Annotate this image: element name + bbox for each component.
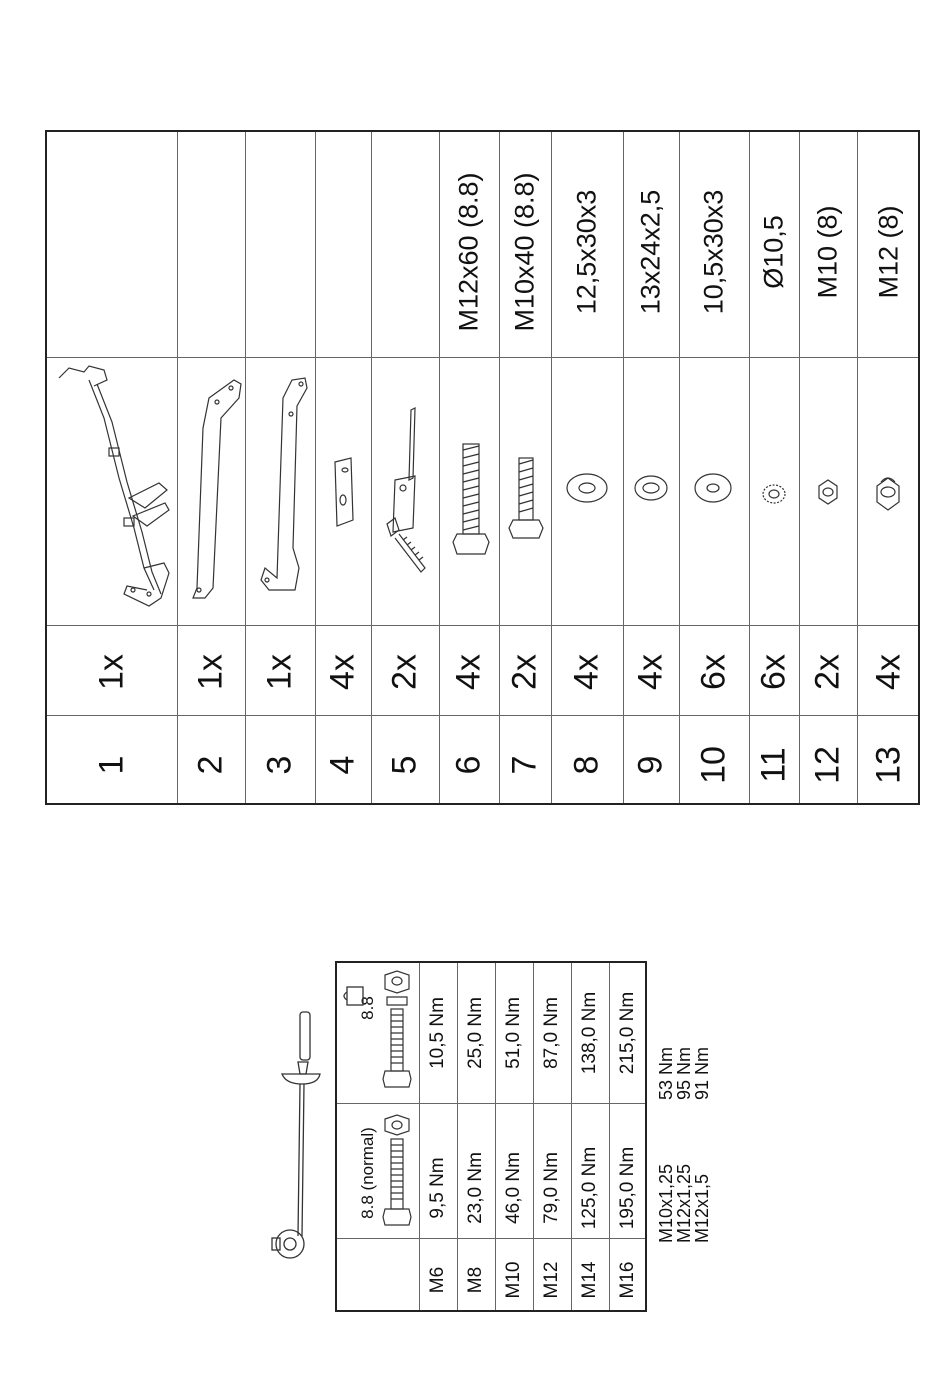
thread-size: M6 — [427, 1266, 448, 1294]
long-strut-icon — [179, 358, 243, 624]
plate-icon — [317, 358, 369, 624]
torque-row-m6 — [419, 963, 457, 1310]
washer-icon — [553, 358, 621, 624]
torque-locking: 87,0 Nm — [541, 997, 562, 1069]
torque-header-column — [337, 963, 419, 1310]
part-quantity: 1x — [260, 654, 299, 690]
bolt-icon — [441, 358, 497, 624]
part-number: 7 — [505, 755, 544, 775]
part-quantity: 6x — [754, 654, 793, 690]
part-specification: M10x40 (8.8) — [509, 172, 540, 332]
part-number: 8 — [567, 755, 606, 775]
part-specification: M10 (8) — [812, 205, 843, 299]
part-specification: 13x24x2,5 — [635, 189, 666, 315]
torque-locking: 25,0 Nm — [465, 997, 486, 1069]
lock-washer-icon — [751, 358, 797, 624]
part-quantity: 2x — [505, 654, 544, 690]
bracket-frame-icon — [49, 358, 175, 624]
part-quantity: 2x — [808, 654, 847, 690]
part-row-9 — [623, 132, 679, 803]
part-number: 13 — [869, 746, 907, 784]
torque-row-m8 — [457, 963, 495, 1310]
thread-size: M10 — [503, 1261, 524, 1299]
torque-locking: 10,5 Nm — [427, 997, 448, 1069]
part-number: 9 — [631, 755, 670, 775]
header-8-8-locking: 8.8 — [358, 996, 378, 1020]
part-row-12 — [799, 132, 857, 803]
torque-row-m14 — [571, 963, 609, 1310]
torque-wrench-icon — [262, 1008, 338, 1263]
part-specification: 12,5x30x3 — [571, 189, 602, 315]
part-number: 4 — [323, 755, 362, 775]
torque-locking: 215,0 Nm — [617, 991, 638, 1075]
part-row-10 — [679, 132, 749, 803]
strut-icon — [247, 358, 313, 624]
bolt-with-nut-icon — [379, 1113, 415, 1228]
part-quantity: 6x — [694, 654, 733, 690]
part-row-7 — [499, 132, 551, 803]
bolt-icon — [501, 358, 549, 624]
fine-pitch-thread: M10x1,25 — [656, 1163, 676, 1243]
thread-size: M14 — [579, 1261, 600, 1299]
torque-normal: 79,0 Nm — [541, 1152, 562, 1224]
part-number: 3 — [260, 755, 299, 775]
part-specification: 10,5x30x3 — [698, 189, 729, 315]
part-specification: Ø10,5 — [758, 215, 789, 289]
part-quantity: 1x — [191, 654, 230, 690]
part-row-4 — [315, 132, 371, 803]
torque-normal: 125,0 Nm — [579, 1146, 600, 1230]
fine-pitch-torque: 53 Nm — [656, 1046, 676, 1100]
part-quantity: 1x — [92, 654, 131, 690]
washer-icon — [681, 358, 747, 624]
part-number: 10 — [694, 746, 733, 784]
torque-normal: 23,0 Nm — [465, 1152, 486, 1224]
part-specification: M12x60 (8.8) — [453, 172, 484, 332]
torque-table — [335, 961, 647, 1312]
part-number: 5 — [385, 755, 424, 775]
header-8-8-normal: 8.8 (normal) — [358, 1127, 378, 1219]
bolt-with-lock-nut-icon — [379, 969, 415, 1094]
nut-icon — [801, 358, 855, 624]
part-number: 6 — [449, 755, 488, 775]
thread-size: M8 — [465, 1266, 486, 1294]
torque-row-m12 — [533, 963, 571, 1310]
tab-bolt-icon — [373, 358, 437, 624]
torque-normal: 9,5 Nm — [427, 1157, 448, 1219]
torque-row-m16 — [609, 963, 647, 1310]
part-row-11 — [749, 132, 799, 803]
part-row-8 — [551, 132, 623, 803]
part-row-5 — [371, 132, 439, 803]
fine-pitch-torque: 91 Nm — [692, 1046, 712, 1100]
torque-row-m10 — [495, 963, 533, 1310]
part-quantity: 4x — [869, 654, 907, 690]
thread-size: M16 — [617, 1261, 638, 1299]
padlock-icon — [343, 983, 367, 1009]
part-row-13 — [857, 132, 920, 803]
part-row-3 — [245, 132, 315, 803]
fine-pitch-thread: M12x1,25 — [674, 1163, 694, 1243]
part-quantity: 4x — [567, 654, 606, 690]
part-quantity: 4x — [631, 654, 670, 690]
part-quantity: 4x — [323, 654, 362, 690]
torque-normal: 195,0 Nm — [617, 1146, 638, 1230]
torque-locking: 51,0 Nm — [503, 997, 524, 1069]
lock-nut-icon — [859, 358, 918, 624]
part-number: 12 — [808, 746, 847, 784]
torque-locking: 138,0 Nm — [579, 991, 600, 1075]
fine-pitch-torque-list — [655, 1030, 735, 1245]
part-quantity: 4x — [449, 654, 488, 690]
washer-icon — [625, 358, 677, 624]
part-row-6 — [439, 132, 499, 803]
part-quantity: 2x — [385, 654, 424, 690]
fine-pitch-torque: 95 Nm — [674, 1046, 694, 1100]
torque-normal: 46,0 Nm — [503, 1152, 524, 1224]
parts-list-table — [45, 130, 920, 805]
part-number: 1 — [92, 755, 131, 775]
part-row-2 — [177, 132, 245, 803]
fine-pitch-thread: M12x1,5 — [692, 1173, 712, 1243]
thread-size: M12 — [541, 1261, 562, 1299]
part-number: 2 — [191, 755, 230, 775]
part-row-1 — [47, 132, 177, 803]
part-specification: M12 (8) — [873, 205, 903, 299]
part-number: 11 — [754, 747, 793, 783]
